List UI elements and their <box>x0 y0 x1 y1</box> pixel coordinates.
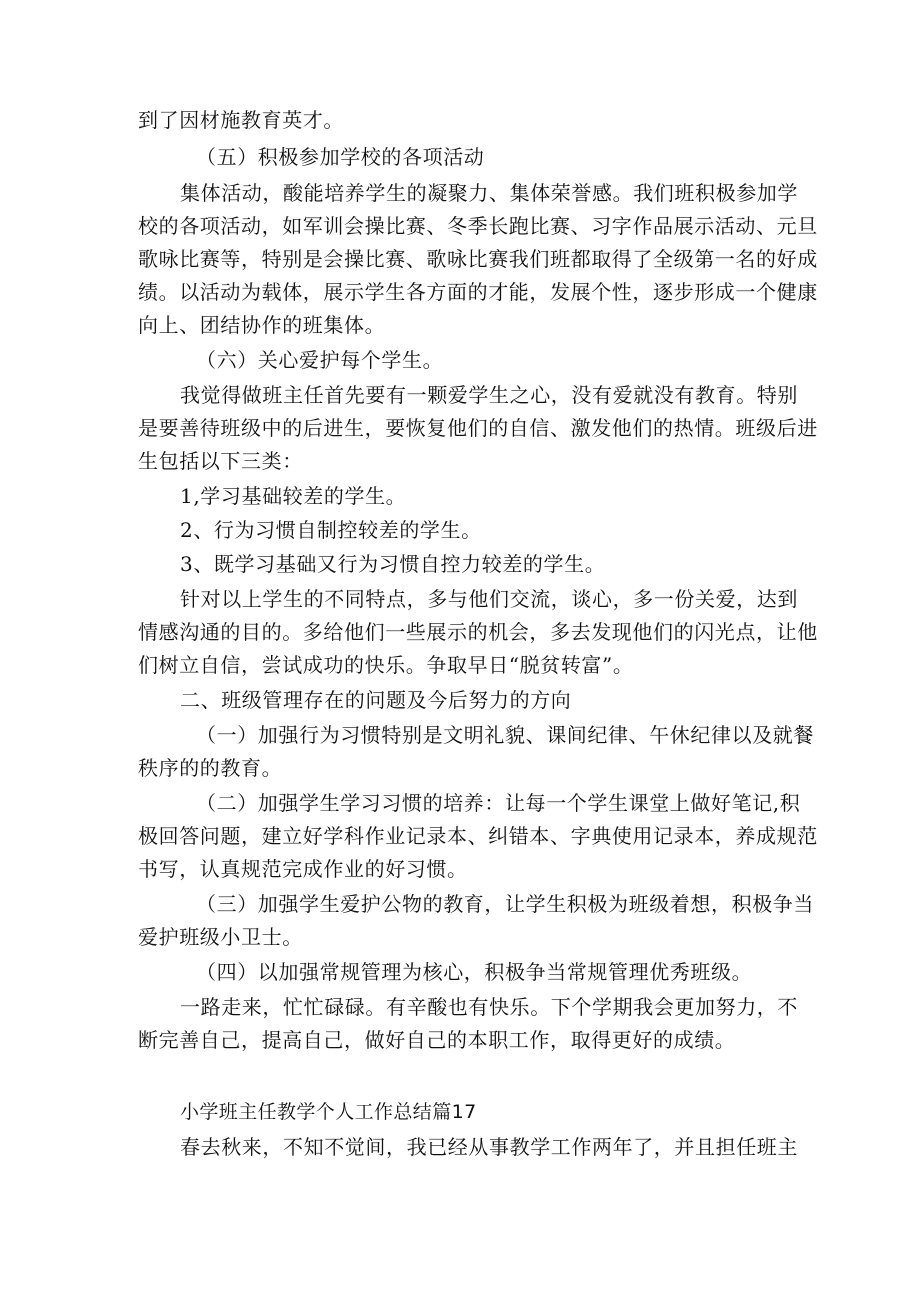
list-item: 3、既学习基础又行为习惯自控力较差的学生。 <box>180 552 606 576</box>
paragraph-line: 们树立自信，尝试成功的快乐。争取早日“脱贫转富”。 <box>138 653 634 677</box>
paragraph-line: 是要善待班级中的后进生，要恢复他们的自信、激发他们的热情。班级后进 <box>138 416 818 440</box>
section-heading: （六）关心爱护每个学生。 <box>196 348 444 372</box>
paragraph-line: （四）以加强常规管理为核心，积极争当常规管理优秀班级。 <box>196 960 753 984</box>
paragraph-line: 歌咏比赛等，特别是会操比赛、歌咏比赛我们班都取得了全级第一名的好成 <box>138 247 818 271</box>
list-item: 2、行为习惯自制控较差的学生。 <box>180 518 482 542</box>
paragraph-line: 一路走来，忙忙碌碌。有辛酸也有快乐。下个学期我会更加努力，不 <box>180 995 798 1019</box>
paragraph-line: 生包括以下三类： <box>138 449 303 473</box>
paragraph-line: 校的各项活动，如军训会操比赛、冬季长跑比赛、习字作品展示活动、元旦 <box>138 214 818 238</box>
paragraph-line: 向上、团结协作的班集体。 <box>138 313 386 337</box>
paragraph-line: （三）加强学生爱护公物的教育，让学生积极为班级着想，积极争当 <box>196 892 814 916</box>
paragraph-line: 春去秋来，不知不觉间，我已经从事教学工作两年了，并且担任班主 <box>180 1135 798 1159</box>
section-heading: （五）积极参加学校的各项活动 <box>196 145 485 169</box>
paragraph-line: 爱护班级小卫士。 <box>138 925 303 949</box>
paragraph-line: 针对以上学生的不同特点，多与他们交流，谈心，多一份关爱，达到 <box>180 587 798 611</box>
paragraph-line: 书写，认真规范完成作业的好习惯。 <box>138 857 468 881</box>
paragraph-line: 极回答问题，建立好学科作业记录本、纠错本、字典使用记录本，养成规范 <box>138 824 818 848</box>
list-item: 1,学习基础较差的学生。 <box>180 484 407 508</box>
paragraph-line: 集体活动，酸能培养学生的凝聚力、集体荣誉感。我们班积极参加学 <box>180 181 798 205</box>
paragraph-line: 秩序的的教育。 <box>138 756 283 780</box>
paragraph-line: （一）加强行为习惯特别是文明礼貌、课间纪律、午休纪律以及就餐 <box>196 723 814 747</box>
paragraph-line: 情感沟通的目的。多给他们一些展示的机会，多去发现他们的闪光点，让他 <box>138 620 818 644</box>
paragraph-line: 断完善自己，提高自己，做好自己的本职工作，取得更好的成绩。 <box>138 1028 736 1052</box>
article-title: 小学班主任教学个人工作总结篇17 <box>180 1101 477 1123</box>
paragraph-line: （二）加强学生学习习惯的培养：让每一个学生课堂上做好笔记,积 <box>196 791 801 815</box>
text-line: 到了因材施教育英才。 <box>138 108 344 132</box>
paragraph-line: 绩。以活动为载体，展示学生各方面的才能，发展个性，逐步形成一个健康 <box>138 280 818 304</box>
section-heading: 二、班级管理存在的问题及今后努力的方向 <box>180 688 572 712</box>
paragraph-line: 我觉得做班主任首先要有一颗爱学生之心，没有爱就没有教育。特别 <box>180 383 798 407</box>
